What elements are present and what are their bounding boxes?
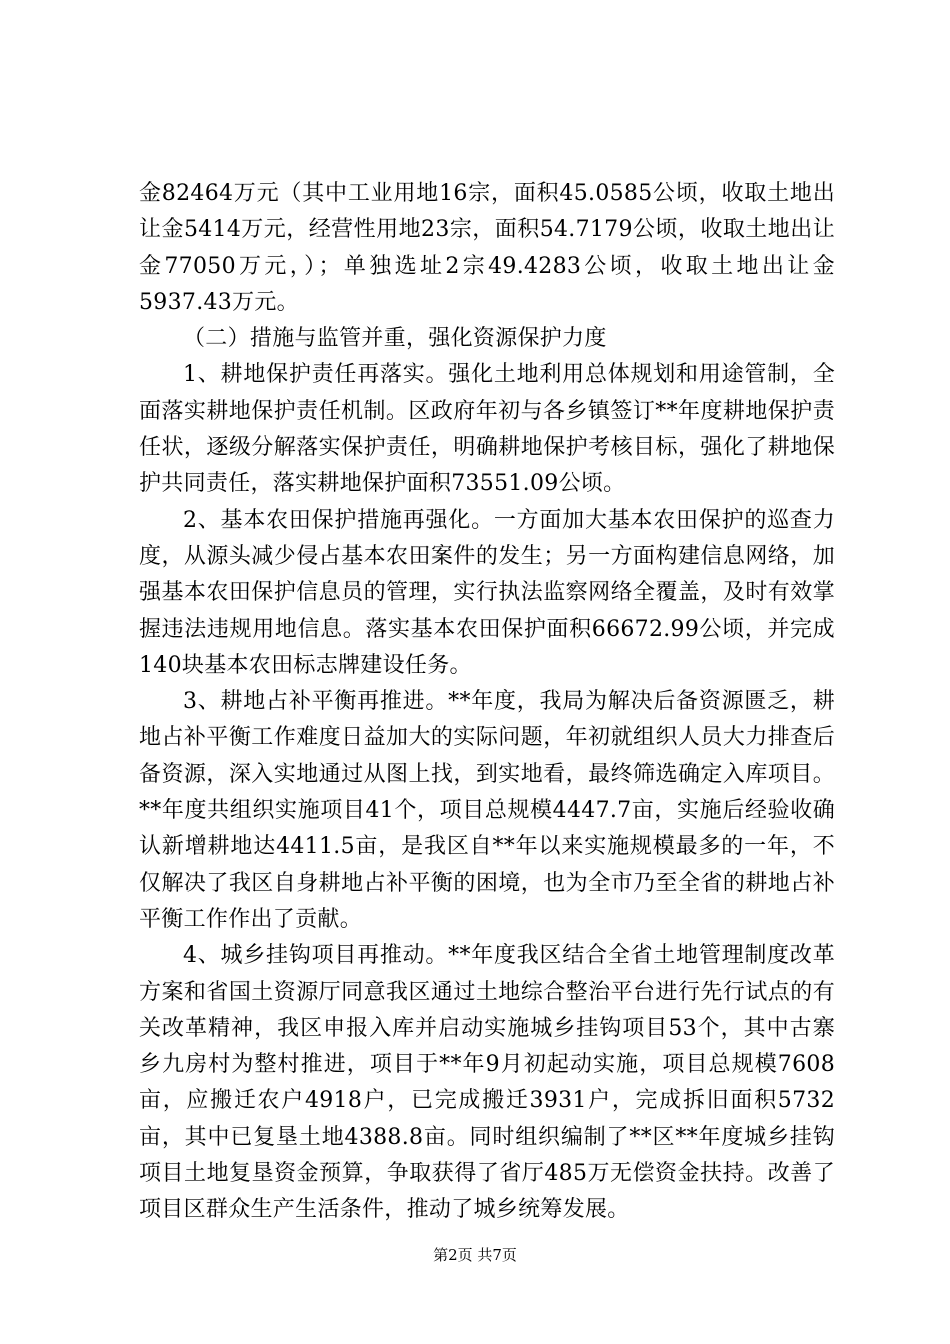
paragraph-farmland-responsibility: 1、耕地保护责任再落实。强化土地利用总体规划和用途管制，全面落实耕地保护责任机制。区政府年初与各乡镇签订**年度耕地保护责任状，逐级分解落实保护责任，明确耕地保护考核目标，强化了耕地保护共同责任，落实耕地保护面积73551.09公顷。 xyxy=(139,362,835,497)
paragraph-basic-farmland: 2、基本农田保护措施再强化。一方面加大基本农田保护的巡查力度，从源头减少侵占基本农田案件的发生；另一方面构建信息网络，加强基本农田保护信息员的管理，实行执法监察网络全覆盖，及时有效掌握违法违规用地信息。落实基本农田保护面积66672.99公顷，并完成140块基本农田标志牌建设任务。 xyxy=(139,507,835,678)
paragraph-continuation: 金82464万元（其中工业用地16宗，面积45.0585公顷，收取土地出让金5414万元，经营性用地23宗，面积54.7179公顷，收取土地出让金77050万元，）；单独选址2宗49.4283公顷，收取土地出让金5937.43万元。 xyxy=(139,181,835,315)
section-heading: （二）措施与监管并重，强化资源保护力度 xyxy=(183,326,607,352)
paragraph-balance: 3、耕地占补平衡再推进。**年度，我局为解决后备资源匮乏，耕地占补平衡工作难度日益加大的实际问题，年初就组织人员大力排查后备资源，深入实地通过从图上找，到实地看，最终筛选确定入库项目。**年度共组织实施项目41个，项目总规模4447.7亩，实施后经验收确认新增耕地达4411.5亩，是我区自**年以来实施规模最多的一年，不仅解决了我区自身耕地占补平衡的困境，也为全市乃至全省的耕地占补平衡工作作出了贡献。 xyxy=(139,689,835,932)
paragraph-urban-rural-link: 4、城乡挂钩项目再推动。**年度我区结合全省土地管理制度改革方案和省国土资源厅同意我区通过土地综合整治平台进行先行试点的有关改革精神，我区申报入库并启动实施城乡挂钩项目53个，其中古寨乡九房村为整村推进，项目于**年9月初起动实施，项目总规模7608亩，应搬迁农户4918户，已完成搬迁3931户，完成拆旧面积5732亩，其中已复垦土地4388.8亩。同时组织编制了**区**年度城乡挂钩项目土地复垦资金预算，争取获得了省厅485万无偿资金扶持。改善了项目区群众生产生活条件，推动了城乡统筹发展。 xyxy=(139,943,835,1223)
page-number-footer: 第2页 共7页 xyxy=(433,1246,517,1264)
document-body xyxy=(139,176,835,1229)
